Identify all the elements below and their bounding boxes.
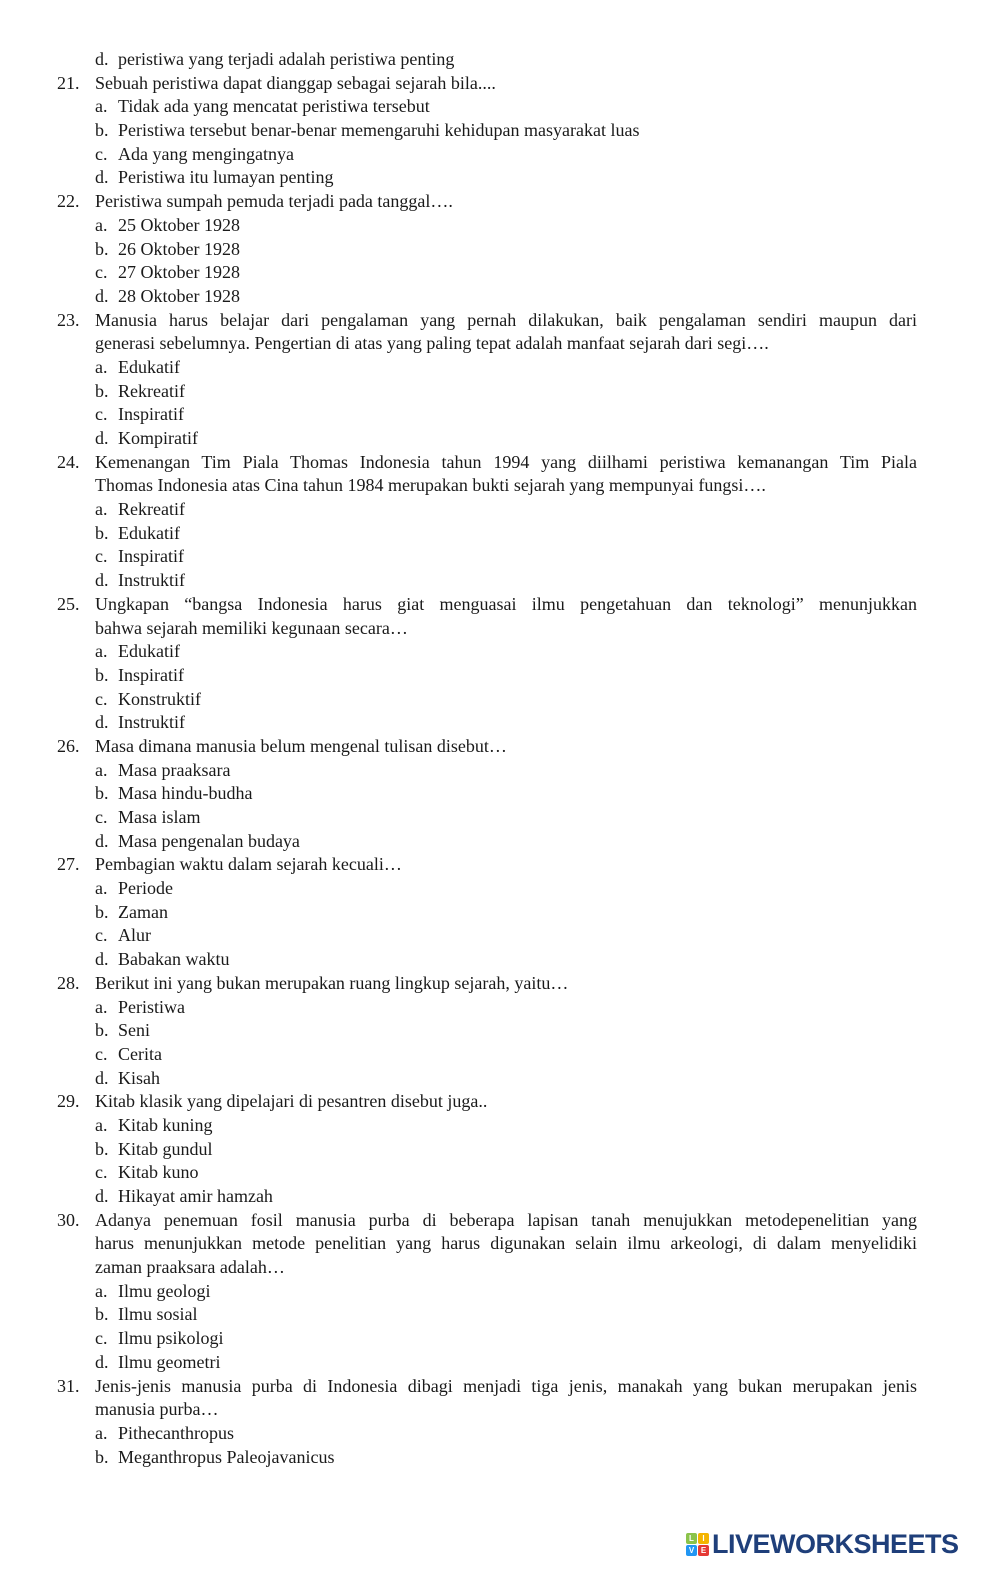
option-letter: d. bbox=[95, 49, 109, 69]
answer-option[interactable] bbox=[0, 924, 1000, 948]
question-line bbox=[0, 593, 1000, 617]
question-line bbox=[0, 1398, 1000, 1422]
question-line bbox=[0, 190, 1000, 214]
option-letter: a. bbox=[95, 1114, 108, 1135]
answer-option[interactable] bbox=[0, 522, 1000, 546]
option-letter: a. bbox=[95, 356, 108, 377]
answer-option[interactable] bbox=[0, 1303, 1000, 1327]
question-text: Masa dimana manusia belum mengenal tulisan disebut… bbox=[95, 735, 507, 756]
option-text: Alur bbox=[118, 925, 151, 946]
question-text: Ungkapan “bangsa Indonesia harus giat menguasai ilmu pengetahuan dan teknologi” menunjukkan bbox=[95, 593, 917, 614]
question-line bbox=[0, 972, 1000, 996]
question bbox=[0, 1090, 1000, 1208]
option-text: Cerita bbox=[118, 1043, 162, 1064]
question bbox=[0, 72, 1000, 190]
question-line bbox=[0, 1256, 1000, 1280]
question-line bbox=[0, 1375, 1000, 1399]
option-letter: a. bbox=[95, 1422, 108, 1443]
question-number: 24. bbox=[57, 451, 80, 472]
option-text: Ilmu psikologi bbox=[118, 1328, 224, 1349]
option-letter: d. bbox=[95, 830, 109, 851]
option-letter: b. bbox=[95, 1304, 109, 1325]
answer-option[interactable] bbox=[0, 1422, 1000, 1446]
option-text: Ilmu geometri bbox=[118, 1351, 221, 1372]
option-letter: d. bbox=[95, 570, 109, 591]
answer-option[interactable] bbox=[0, 640, 1000, 664]
option-text: Kitab kuning bbox=[118, 1114, 213, 1135]
option-text: Masa islam bbox=[118, 807, 201, 827]
option-text: Pithecanthropus bbox=[118, 1422, 234, 1443]
question-line bbox=[0, 617, 1000, 641]
question-line bbox=[0, 332, 1000, 356]
option-letter: b. bbox=[95, 1138, 109, 1159]
logo-tiles-icon bbox=[686, 1533, 709, 1556]
option-letter: a. bbox=[95, 878, 108, 899]
option-text: Instruktif bbox=[118, 570, 185, 591]
answer-option[interactable] bbox=[0, 901, 1000, 925]
option-text: Tidak ada yang mencatat peristiwa tersebut bbox=[118, 96, 430, 117]
option-text: Edukatif bbox=[118, 641, 180, 662]
option-text: Rekreatif bbox=[118, 380, 185, 401]
option-text: Ilmu sosial bbox=[118, 1304, 198, 1325]
answer-option[interactable] bbox=[0, 1351, 1000, 1375]
option-text: Kompiratif bbox=[118, 428, 198, 448]
answer-option[interactable] bbox=[0, 569, 1000, 593]
option-text: Masa praaksara bbox=[118, 759, 231, 780]
question-text: harus menunjukkan metode penelitian yang harus digunakan selain ilmu arkeologi, di dalam menyelidiki bbox=[95, 1233, 917, 1254]
question-line bbox=[0, 451, 1000, 475]
question-number: 26. bbox=[57, 735, 80, 756]
question bbox=[0, 972, 1000, 1090]
option-letter: b. bbox=[95, 120, 109, 141]
liveworksheets-logo bbox=[686, 1530, 959, 1558]
question-text: zaman praaksara adalah… bbox=[95, 1257, 285, 1278]
option-letter: a. bbox=[95, 996, 108, 1017]
answer-option[interactable] bbox=[0, 214, 1000, 238]
option-letter: a. bbox=[95, 759, 108, 780]
option-letter: d. bbox=[95, 712, 109, 733]
option-text: Babakan waktu bbox=[118, 949, 230, 970]
option-text: 27 Oktober 1928 bbox=[118, 262, 240, 283]
option-text: Seni bbox=[118, 1020, 151, 1041]
question-text: Pembagian waktu dalam sejarah kecuali… bbox=[95, 854, 402, 875]
answer-option[interactable] bbox=[0, 1161, 1000, 1185]
option-text: Peristiwa tersebut benar-benar memengaruhi kehidupan masyarakat luas bbox=[118, 120, 640, 141]
option-letter: b. bbox=[95, 664, 109, 685]
question-line bbox=[0, 853, 1000, 877]
answer-option[interactable] bbox=[0, 143, 1000, 167]
option-text: 25 Oktober 1928 bbox=[118, 214, 240, 235]
answer-option[interactable] bbox=[0, 759, 1000, 783]
option-letter: b. bbox=[95, 380, 109, 401]
question-text: Adanya penemuan fosil manusia purba di beberapa lapisan tanah menujukkan metodepenelitian yang bbox=[95, 1209, 917, 1230]
answer-option[interactable] bbox=[0, 1043, 1000, 1067]
option-letter: c. bbox=[95, 1043, 108, 1064]
option-letter: c. bbox=[95, 546, 108, 567]
question bbox=[0, 593, 1000, 735]
question-text: Berikut ini yang bukan merupakan ruang lingkup sejarah, yaitu… bbox=[95, 972, 569, 993]
answer-option[interactable] bbox=[0, 1067, 1000, 1091]
answer-option[interactable] bbox=[0, 1446, 1000, 1470]
option-letter: b. bbox=[95, 238, 109, 259]
question-number: 29. bbox=[57, 1091, 80, 1112]
option-letter: c. bbox=[95, 1162, 108, 1183]
option-letter: b. bbox=[95, 1446, 109, 1467]
option-text: Konstruktif bbox=[118, 688, 201, 709]
option-text: 26 Oktober 1928 bbox=[118, 238, 240, 259]
logo-tile: L bbox=[686, 1533, 697, 1544]
question-number: 25. bbox=[57, 593, 80, 614]
question-line bbox=[0, 309, 1000, 333]
answer-option[interactable] bbox=[0, 95, 1000, 119]
option-letter: a. bbox=[95, 96, 108, 117]
logo-tile: E bbox=[698, 1545, 709, 1556]
answer-option[interactable] bbox=[0, 1138, 1000, 1162]
option-text: 28 Oktober 1928 bbox=[118, 285, 240, 306]
option-text: Masa hindu-budha bbox=[118, 783, 253, 804]
answer-option[interactable] bbox=[0, 1019, 1000, 1043]
option-letter: a. bbox=[95, 1280, 108, 1301]
option-letter: a. bbox=[95, 499, 108, 520]
question-text: manusia purba… bbox=[95, 1399, 219, 1420]
answer-option[interactable] bbox=[0, 498, 1000, 522]
answer-option[interactable] bbox=[0, 1327, 1000, 1351]
option-letter: d. bbox=[95, 167, 109, 188]
option-text: Meganthropus Paleojavanicus bbox=[118, 1446, 335, 1467]
answer-option[interactable] bbox=[0, 545, 1000, 569]
option-letter: b. bbox=[95, 901, 109, 922]
logo-tile: V bbox=[686, 1545, 697, 1556]
answer-option[interactable] bbox=[0, 711, 1000, 735]
question-text: bahwa sejarah memiliki kegunaan secara… bbox=[95, 617, 408, 638]
question-text: Kitab klasik yang dipelajari di pesantren disebut juga.. bbox=[95, 1091, 488, 1112]
option-letter: b. bbox=[95, 522, 109, 543]
option-letter: c. bbox=[95, 262, 108, 283]
option-text: Kitab kuno bbox=[118, 1162, 199, 1183]
answer-option[interactable] bbox=[0, 403, 1000, 427]
question-number: 23. bbox=[57, 309, 80, 330]
question-line bbox=[0, 1090, 1000, 1114]
option-text: Masa pengenalan budaya bbox=[118, 830, 300, 851]
option-letter: d. bbox=[95, 285, 109, 306]
question-text: Jenis-jenis manusia purba di Indonesia dibagi menjadi tiga jenis, manakah yang bukan merupakan jenis bbox=[95, 1375, 917, 1396]
option-text: Inspiratif bbox=[118, 546, 184, 567]
answer-option[interactable] bbox=[0, 238, 1000, 262]
answer-option[interactable] bbox=[0, 782, 1000, 806]
option-text: Zaman bbox=[118, 901, 168, 922]
option-letter: c. bbox=[95, 807, 108, 827]
question-line bbox=[0, 1232, 1000, 1256]
option-text: Inspiratif bbox=[118, 664, 184, 685]
question bbox=[0, 190, 1000, 308]
question-number: 22. bbox=[57, 191, 80, 212]
answer-option[interactable] bbox=[0, 1280, 1000, 1304]
answer-option[interactable] bbox=[0, 877, 1000, 901]
question-number: 31. bbox=[57, 1375, 80, 1396]
option-letter: b. bbox=[95, 783, 109, 804]
option-letter: d. bbox=[95, 1351, 109, 1372]
worksheet-document bbox=[0, 48, 1000, 1469]
question-text: Manusia harus belajar dari pengalaman yang pernah dilakukan, baik pengalaman sendiri maupun dari bbox=[95, 309, 917, 330]
option-letter: d. bbox=[95, 1067, 109, 1088]
option-text: Inspiratif bbox=[118, 404, 184, 425]
option-letter: c. bbox=[95, 143, 108, 164]
answer-option[interactable] bbox=[0, 664, 1000, 688]
option-text: Ada yang mengingatnya bbox=[118, 143, 294, 164]
question-text: generasi sebelumnya. Pengertian di atas yang paling tepat adalah manfaat sejarah dari segi…. bbox=[95, 333, 769, 354]
option-letter: b. bbox=[95, 1020, 109, 1041]
answer-option[interactable] bbox=[0, 380, 1000, 404]
option-text: peristiwa yang terjadi adalah peristiwa penting bbox=[118, 49, 455, 69]
option-text: Peristiwa itu lumayan penting bbox=[118, 167, 334, 188]
question bbox=[0, 309, 1000, 451]
answer-option[interactable] bbox=[0, 48, 1000, 72]
answer-option[interactable] bbox=[0, 427, 1000, 451]
question-number: 28. bbox=[57, 972, 80, 993]
answer-option[interactable] bbox=[0, 806, 1000, 830]
option-letter: c. bbox=[95, 1328, 108, 1349]
answer-option[interactable] bbox=[0, 688, 1000, 712]
question-line bbox=[0, 474, 1000, 498]
question-number: 27. bbox=[57, 854, 80, 875]
answer-option[interactable] bbox=[0, 1185, 1000, 1209]
question-line bbox=[0, 735, 1000, 759]
option-text: Edukatif bbox=[118, 522, 180, 543]
answer-option[interactable] bbox=[0, 285, 1000, 309]
option-text: Edukatif bbox=[118, 356, 180, 377]
question bbox=[0, 1209, 1000, 1375]
option-letter: d. bbox=[95, 1186, 109, 1206]
logo-text: LIVEWORKSHEETS bbox=[712, 1528, 959, 1559]
question bbox=[0, 451, 1000, 593]
answer-option[interactable] bbox=[0, 166, 1000, 190]
option-letter: a. bbox=[95, 641, 108, 662]
option-letter: c. bbox=[95, 925, 108, 946]
question-text: Kemenangan Tim Piala Thomas Indonesia tahun 1994 yang diilhami peristiwa kemanangan Tim Piala bbox=[95, 451, 917, 472]
question bbox=[0, 853, 1000, 971]
option-text: Periode bbox=[118, 878, 173, 899]
question-text: Sebuah peristiwa dapat dianggap sebagai sejarah bila.... bbox=[95, 72, 496, 93]
option-text: Kisah bbox=[118, 1067, 160, 1088]
option-letter: d. bbox=[95, 428, 109, 448]
option-text: Ilmu geologi bbox=[118, 1280, 211, 1301]
option-text: Rekreatif bbox=[118, 499, 185, 520]
answer-option[interactable] bbox=[0, 996, 1000, 1020]
option-text: Hikayat amir hamzah bbox=[118, 1186, 273, 1206]
question-number: 21. bbox=[57, 72, 80, 93]
option-text: Kitab gundul bbox=[118, 1138, 213, 1159]
question bbox=[0, 735, 1000, 853]
option-letter: c. bbox=[95, 404, 108, 425]
option-text: Instruktif bbox=[118, 712, 185, 733]
logo-tile: I bbox=[698, 1533, 709, 1544]
answer-option[interactable] bbox=[0, 948, 1000, 972]
option-letter: a. bbox=[95, 214, 108, 235]
question-text: Thomas Indonesia atas Cina tahun 1984 merupakan bukti sejarah yang mempunyai fungsi…. bbox=[95, 475, 766, 496]
answer-option[interactable] bbox=[0, 261, 1000, 285]
question-text: Peristiwa sumpah pemuda terjadi pada tanggal…. bbox=[95, 191, 453, 212]
question-line bbox=[0, 72, 1000, 96]
question bbox=[0, 1375, 1000, 1470]
answer-option[interactable] bbox=[0, 356, 1000, 380]
question-line bbox=[0, 1209, 1000, 1233]
answer-option[interactable] bbox=[0, 830, 1000, 854]
option-text: Peristiwa bbox=[118, 996, 185, 1017]
question-number: 30. bbox=[57, 1209, 80, 1230]
option-letter: d. bbox=[95, 949, 109, 970]
option-letter: c. bbox=[95, 688, 108, 709]
answer-option[interactable] bbox=[0, 1114, 1000, 1138]
answer-option[interactable] bbox=[0, 119, 1000, 143]
